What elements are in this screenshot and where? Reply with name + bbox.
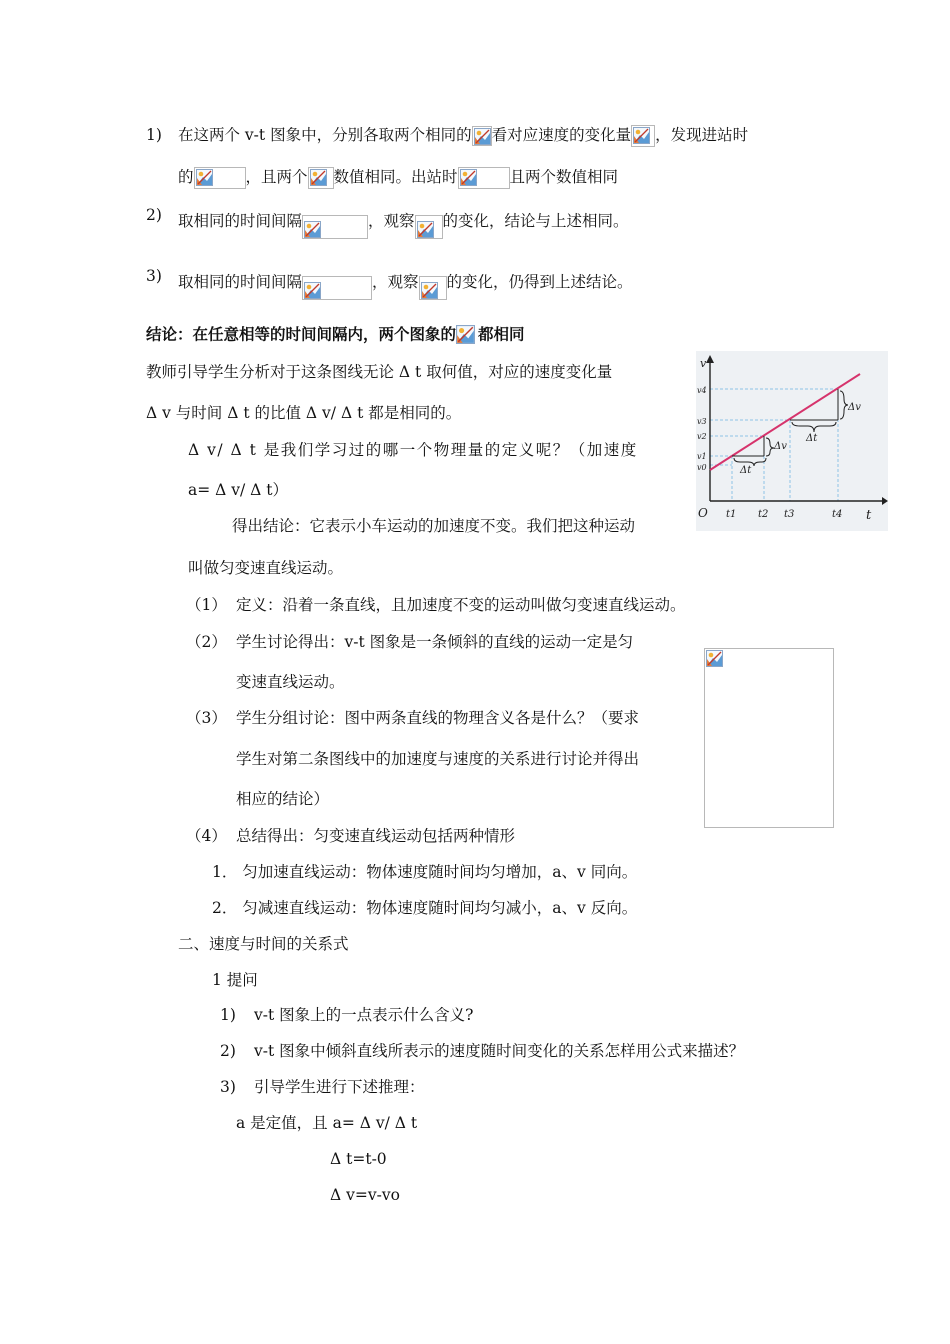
section-heading: 二、速度与时间的关系式 [178, 935, 349, 953]
item-1-line [178, 125, 748, 147]
broken-image-icon [304, 221, 321, 238]
item-1-number: 1) [146, 126, 162, 144]
point-3-text-cont: 相应的结论） [236, 790, 330, 808]
question-2: v-t 图象中倾斜直线所表示的速度随时间变化的关系怎样用公式来描述？ [254, 1042, 745, 1060]
point-1-text: 定义：沿着一条直线，且加速度不变的运动叫做匀变速直线运动。 [236, 596, 686, 614]
point-3-text-cont: 学生对第二条图线中的加速度与速度的关系进行讨论并得出 [236, 750, 640, 768]
point-4-text: 总结得出：匀变速直线运动包括两种情形 [236, 827, 516, 845]
image-placeholder [302, 276, 372, 300]
broken-image-icon [304, 282, 321, 299]
analysis-line-1: 教师引导学生分析对于这条图线无论 Δ t 取何值，对应的速度变化量 [146, 363, 613, 381]
formula-2: Δ t=t-0 [330, 1150, 387, 1168]
item-2-text-c: 的变化，结论与上述相同。 [442, 212, 629, 230]
broken-image-icon [421, 282, 438, 299]
item-2-text-b: ，观察 [368, 212, 415, 230]
conclusion [146, 324, 525, 346]
broken-image-icon [460, 169, 477, 186]
formula-1: a 是定值，且 a= Δ v/ Δ t [236, 1114, 418, 1132]
graph-background [696, 351, 888, 531]
point-3-number: （3） [186, 709, 227, 727]
point-1-number: （1） [186, 596, 227, 614]
analysis-line-4: a= Δ v/ Δ t） [188, 481, 289, 499]
t-tick-label: t2 [758, 509, 769, 520]
image-placeholder [631, 125, 655, 147]
t-tick-label: t1 [726, 509, 737, 520]
analysis-line-6: 叫做匀变速直线运动。 [188, 559, 344, 577]
item-1-text-c: ，发现进站时 [655, 126, 749, 144]
broken-image-icon [196, 169, 213, 186]
question-2-number: 2) [220, 1042, 236, 1060]
broken-image-icon [474, 128, 491, 145]
delta-v-label: Δv [848, 402, 861, 413]
t-axis-label: t [866, 508, 872, 523]
question-1: v-t 图象上的一点表示什么含义? [254, 1006, 474, 1024]
item-2-text-a: 取相同的时间间隔 [178, 212, 303, 230]
item-3-text-c: 的变化，仍得到上述结论。 [446, 273, 633, 291]
broken-image-icon [706, 650, 723, 667]
conclusion-text-b: 都相同 [478, 325, 525, 344]
broken-image-icon [417, 221, 434, 238]
v-tick-label: v1 [697, 452, 707, 461]
item-1-text-g: 且两个数值相同 [509, 168, 619, 186]
item-1-text-d: 的 [178, 168, 194, 186]
formula-3: Δ v=v-vo [330, 1186, 400, 1204]
sub-point-1: 1． 匀加速直线运动：物体速度随时间均匀增加，a、v 同向。 [212, 863, 638, 881]
conclusion-text-a: 结论：在任意相等的时间间隔内，两个图象的 [146, 325, 457, 344]
point-4-number: （4） [186, 827, 227, 845]
v-tick-label: v3 [697, 417, 707, 426]
analysis-line-5: 得出结论：它表示小车运动的加速度不变。我们把这种运动 [232, 517, 636, 535]
delta-t-label: Δt [806, 433, 818, 444]
point-2-number: （2） [186, 633, 227, 651]
image-placeholder [704, 648, 834, 828]
t-tick-label: t4 [832, 509, 843, 520]
point-2-text-cont: 变速直线运动。 [236, 673, 345, 691]
question-3-number: 3) [220, 1078, 236, 1096]
v-tick-label: v2 [697, 432, 707, 441]
broken-image-icon [310, 169, 327, 186]
point-2-text: 学生讨论得出：v-t 图象是一条倾斜的直线的运动一定是匀 [236, 633, 634, 651]
v-tick-label: v0 [697, 463, 707, 472]
image-placeholder [308, 167, 334, 189]
origin-label: O [698, 506, 708, 520]
vt-graph [696, 351, 888, 531]
item-3-text-b: ，观察 [372, 273, 419, 291]
item-1-text-a: 在这两个 v-t 图象中，分别各取两个相同的 [178, 126, 472, 144]
broken-image-icon [456, 325, 475, 344]
image-placeholder [458, 167, 510, 189]
item-1-line-2 [178, 167, 618, 189]
item-3-line [178, 266, 633, 300]
image-placeholder [194, 167, 246, 189]
image-placeholder [456, 324, 478, 346]
image-placeholder [472, 126, 492, 146]
broken-image-icon [633, 127, 650, 144]
image-placeholder [419, 276, 447, 300]
t-tick-label: t3 [784, 509, 795, 520]
v-tick-label: v4 [697, 386, 707, 395]
delta-v-label: Δv [774, 441, 787, 452]
analysis-line-2: Δ v 与时间 Δ t 的比值 Δ v/ Δ t 都是相同的。 [146, 404, 462, 422]
point-3-text: 学生分组讨论：图中两条直线的物理含义各是什么？（要求 [236, 709, 640, 727]
image-placeholder [302, 215, 368, 239]
image-placeholder [415, 215, 443, 239]
section-subheading: 1 提问 [212, 971, 258, 989]
question-3: 引导学生进行下述推理： [254, 1078, 425, 1096]
item-1-text-e: ，且两个 [245, 168, 308, 186]
item-2-line [178, 205, 629, 239]
sub-point-2: 2． 匀减速直线运动：物体速度随时间均匀减小，a、v 反向。 [212, 899, 638, 917]
question-1-number: 1) [220, 1006, 236, 1024]
item-1-text-f: 数值相同。出站时 [333, 168, 458, 186]
item-3-text-a: 取相同的时间间隔 [178, 273, 303, 291]
delta-t-label: Δt [740, 465, 752, 476]
item-2-number: 2) [146, 206, 162, 224]
v-axis-label: v [700, 357, 707, 370]
item-1-text-b: 看对应速度的变化量 [491, 126, 632, 144]
analysis-line-3: Δ v/ Δ t 是我们学习过的哪一个物理量的定义呢？（加速度 [188, 441, 638, 459]
item-3-number: 3) [146, 267, 162, 285]
